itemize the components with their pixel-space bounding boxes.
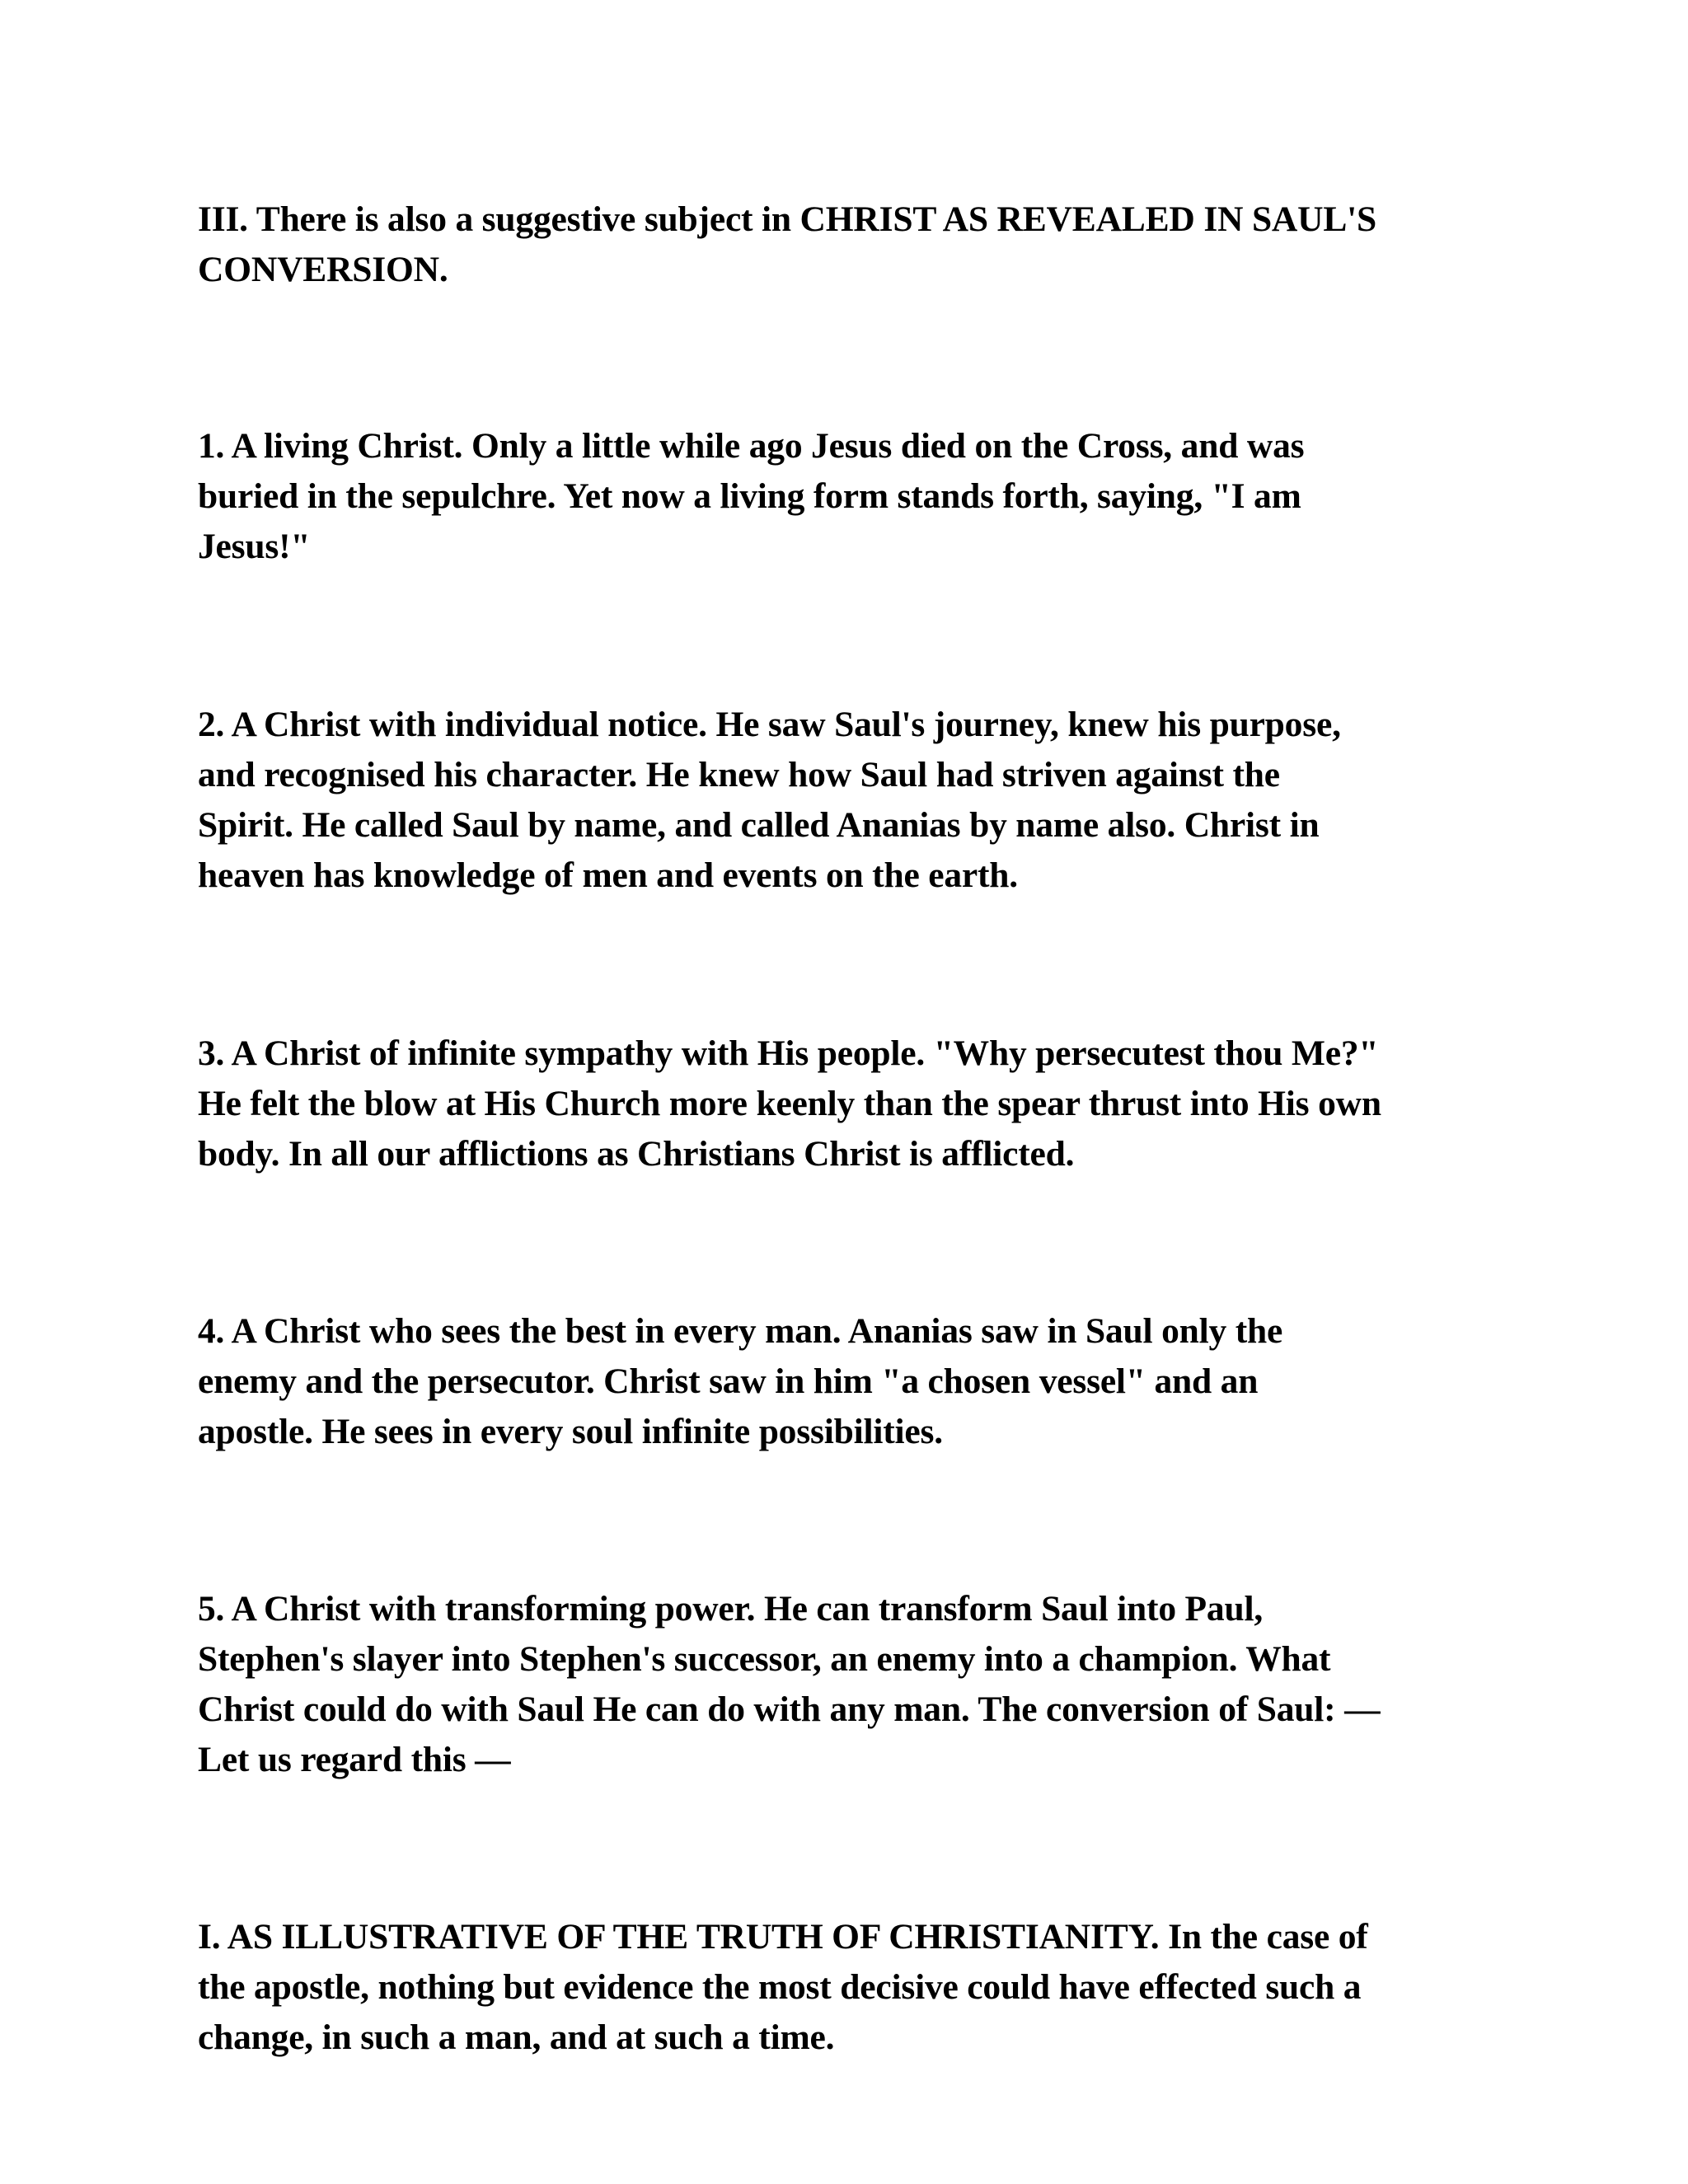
paragraph-section-iii-heading: III. There is also a suggestive subject in CHRIST AS REVEALED IN SAUL'S CONVERSION.: [198, 199, 1377, 289]
paragraph-section-i-heading: I. AS ILLUSTRATIVE OF THE TRUTH OF CHRISTIANITY. In the case of the apostle, nothing but evidence the most decisive could have effected such a change, in such a man, and at such a time.: [198, 1917, 1368, 2057]
document-body: [198, 194, 1517, 2063]
paragraph-point-1: 1. A living Christ. Only a little while ago Jesus died on the Cross, and was buried in the sepulchre. Yet now a living form stands forth, saying, "I am Jesus!": [198, 426, 1305, 566]
paragraph-point-4: 4. A Christ who sees the best in every man. Ananias saw in Saul only the enemy and the persecutor. Christ saw in him "a chosen vessel" and an apostle. He sees in every soul infinite possibilities.: [198, 1311, 1283, 1451]
paragraph-point-3: 3. A Christ of infinite sympathy with His people. "Why persecutest thou Me?" He felt the blow at His Church more keenly than the spear thrust into His own body. In all our afflictions as Christians Christ is afflicted.: [198, 1033, 1381, 1174]
paragraph-point-5: 5. A Christ with transforming power. He can transform Saul into Paul, Stephen's slayer into Stephen's successor, an enemy into a champion. What Christ could do with Saul He can do with any man. The conversion of Saul: — Let us regard this —: [198, 1589, 1381, 1779]
paragraph-point-2: 2. A Christ with individual notice. He saw Saul's journey, knew his purpose, and recognised his character. He knew how Saul had striven against the Spirit. He called Saul by name, and called Ananias by name also. Christ in heaven has knowledge of men and events on the earth.: [198, 705, 1341, 895]
